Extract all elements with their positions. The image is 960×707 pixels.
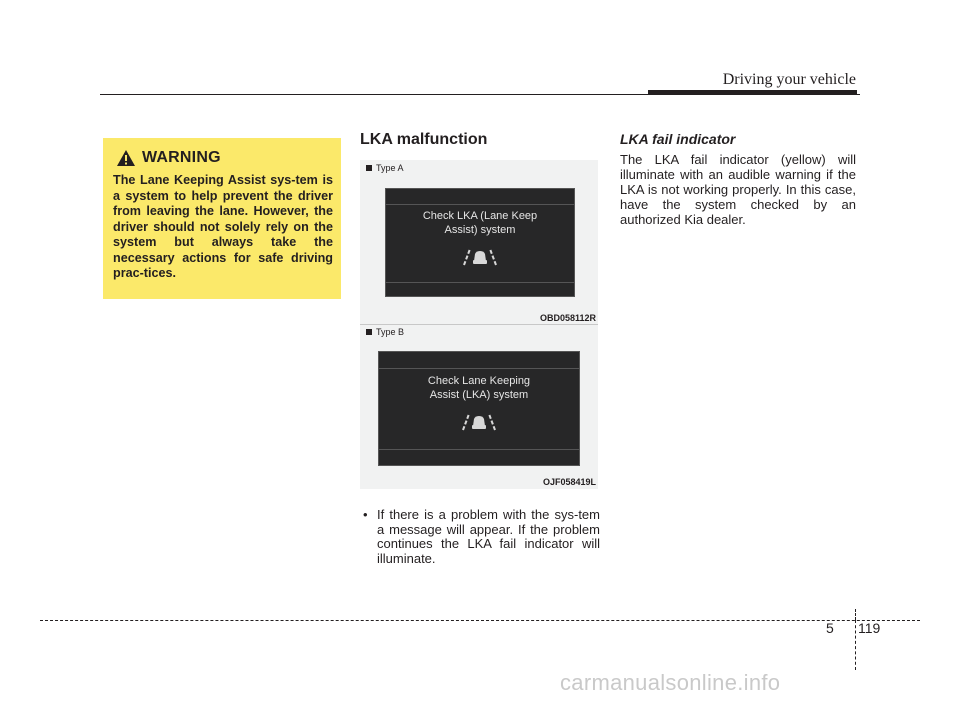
- display-message-line2: Assist (LKA) system: [429, 389, 529, 401]
- page-number: 119: [858, 620, 881, 636]
- cluster-display-type-b: [378, 351, 580, 466]
- section-heading-lka-malfunction: LKA malfunction: [360, 131, 488, 148]
- type-b-label-row: [366, 327, 404, 337]
- bullet-list: [360, 508, 600, 566]
- lane-keeping-car-icon: [462, 245, 498, 267]
- page-header-title: Driving your vehicle: [722, 71, 856, 88]
- warning-triangle-icon: [116, 149, 136, 167]
- bullet-text: If there is a problem with the sys-tem a message will appear. If the problem continues the LKA fail indicator will illuminate.: [377, 507, 600, 566]
- warning-title: WARNING: [142, 149, 221, 166]
- figure-panel-type-a: [360, 160, 598, 325]
- list-item: [360, 508, 600, 566]
- fail-indicator-paragraph: The LKA fail indicator (yellow) will illuminate with an audible warning if the LKA is not working properly. In this case, have the system checked by an authorized Kia dealer.: [620, 152, 856, 227]
- figure-code-type-a: OBD058112R: [539, 313, 596, 323]
- square-bullet-icon: [366, 329, 372, 335]
- display-band: [379, 449, 579, 450]
- sub-heading-lka-fail-indicator: LKA fail indicator: [620, 131, 736, 147]
- type-a-label-row: [366, 163, 404, 173]
- warning-header: [116, 147, 333, 169]
- display-band: [386, 204, 574, 205]
- figure-panel-type-b: [360, 324, 598, 489]
- lane-keeping-car-icon: [461, 410, 497, 432]
- warning-box: [103, 138, 341, 299]
- display-message-line1: Check Lane Keeping: [427, 375, 531, 387]
- watermark: carmanualsonline.info: [560, 670, 781, 695]
- warning-text: The Lane Keeping Assist sys-tem is a system to help prevent the driver from leaving the lane. However, the driver should not solely rely on the system but always take the necessary actions for safe driving prac-tices.: [113, 173, 333, 280]
- cluster-display-type-a: [385, 188, 575, 297]
- square-bullet-icon: [366, 165, 372, 171]
- figure-code-type-b: OJF058419L: [542, 477, 596, 487]
- type-b-label: Type B: [376, 327, 405, 337]
- footer-divider: [855, 620, 856, 670]
- display-band: [379, 368, 579, 369]
- footer-rule: [40, 620, 920, 621]
- display-band: [386, 282, 574, 283]
- display-message-line2: Assist) system: [444, 224, 516, 236]
- chapter-number: 5: [826, 620, 834, 636]
- bullet-icon: •: [363, 507, 368, 522]
- type-a-label: Type A: [376, 163, 404, 173]
- footer-tick: [855, 609, 856, 620]
- display-message-line1: Check LKA (Lane Keep: [422, 210, 538, 222]
- header-rule-accent: [648, 90, 857, 95]
- figure-divider: [360, 324, 598, 325]
